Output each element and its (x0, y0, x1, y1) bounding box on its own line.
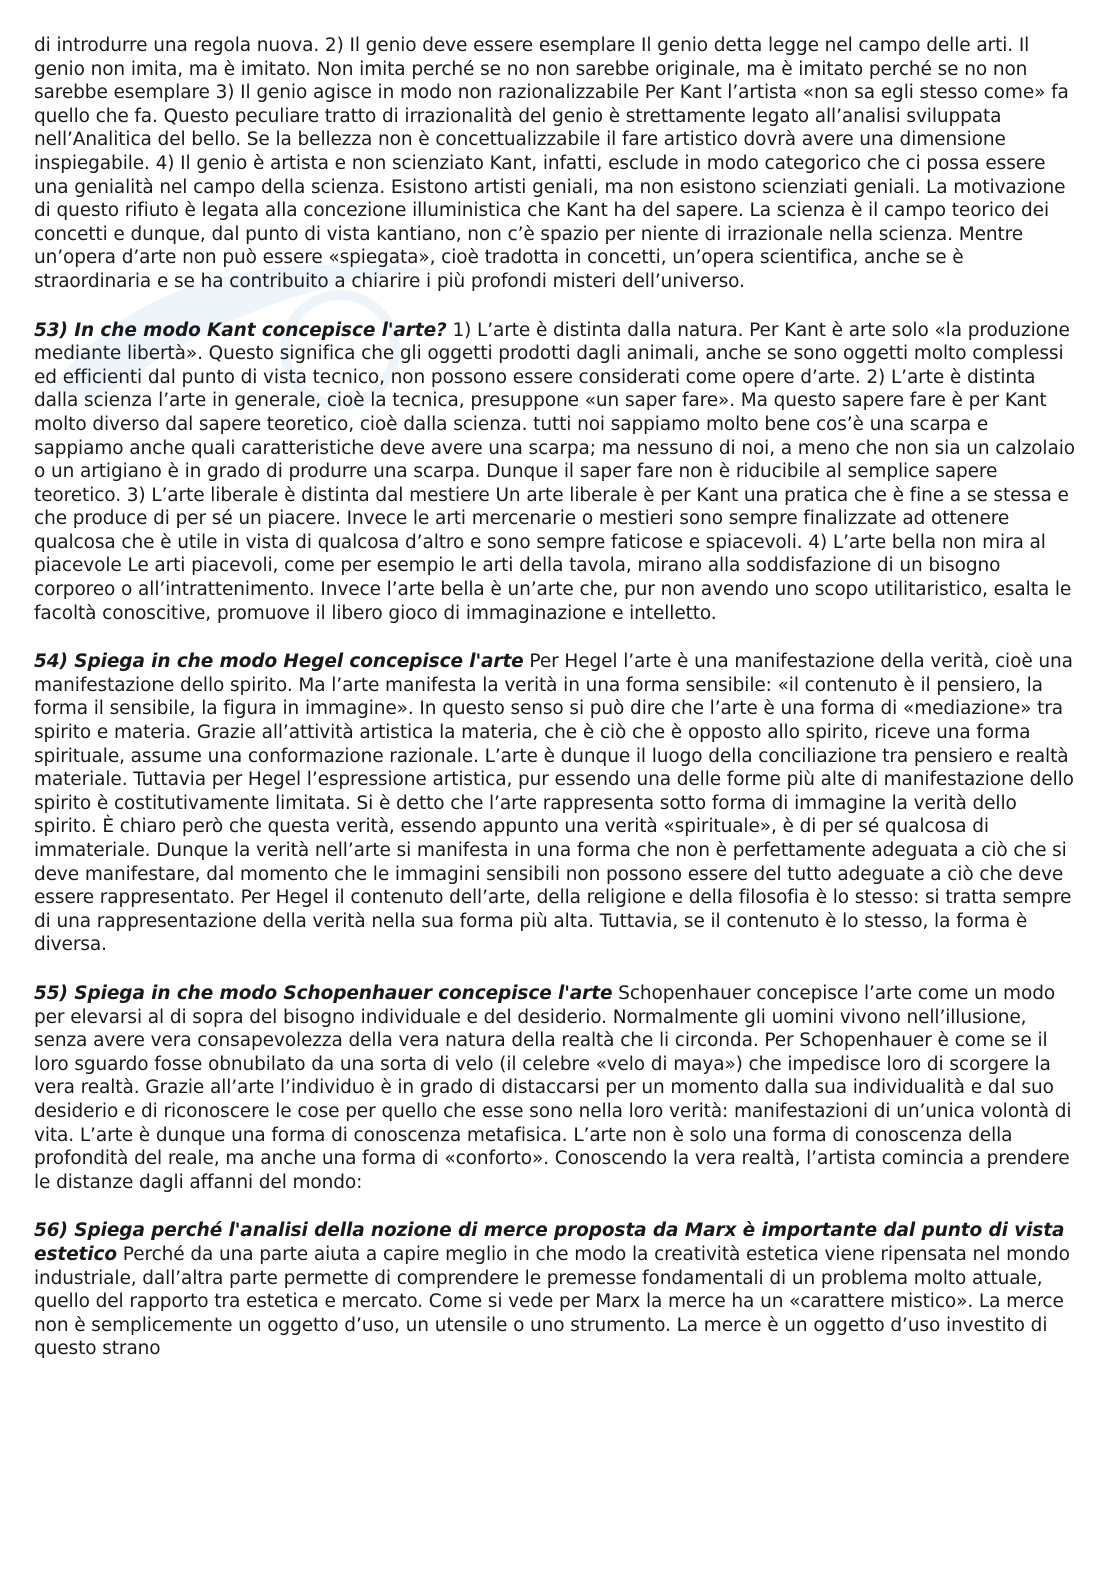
paragraph-q55 (34, 982, 1080, 1194)
document-page (34, 34, 1080, 1386)
question-heading: 55) Spiega in che modo Schopenhauer concepisce l'arte (34, 982, 613, 1004)
question-heading: 53) In che modo Kant concepisce l'arte? (34, 319, 447, 341)
paragraph-q53 (34, 319, 1080, 626)
paragraph-text: Perché da una parte aiuta a capire meglio in che modo la creatività estetica viene ripensata nel mondo industriale, dall’altra parte permette di comprendere le premesse fondamentali di un problema molto attuale, quello del rapporto tra estetica e mercato. Come si vede per Marx la merce ha un «carattere mistico». La merce non è semplicemente un oggetto d’uso, un utensile o uno strumento. La merce è un oggetto d’uso investito di questo strano (34, 1243, 1070, 1360)
paragraph-q54 (34, 650, 1080, 957)
paragraph-text: Schopenhauer concepisce l’arte come un modo per elevarsi al di sopra del bisogno individuale e del desiderio. Normalmente gli uomini vivono nell’illusione, senza avere vera consapevolezza della vera natura della realtà che li circonda. Per Schopenhauer è come se il loro sguardo fosse obnubilato da una sorta di velo (il celebre «velo di maya») che impedisce loro di scorgere la vera realtà. Grazie all’arte l’individuo è in grado di distaccarsi per un momento dalla sua individualità e dal suo desiderio e di riconoscere le cose per quello che esse sono nella loro verità: manifestazioni di un’unica volontà di vita. L’arte è dunque una forma di conoscenza metafisica. L’arte non è solo una forma di conoscenza della profondità del reale, ma anche una forma di «conforto». Conoscendo la vera realtà, l’artista comincia a prendere le distanze dagli affanni del mondo: (34, 982, 1072, 1193)
paragraph-text: Per Hegel l’arte è una manifestazione della verità, cioè una manifestazione dello spirito. Ma l’arte manifesta la verità in una forma sensibile: «il contenuto è il pensiero, la forma il sensibile, la figura in immagine». In questo senso si può dire che l’arte è una forma di «mediazione» tra spirito e materia. Grazie all’attività artistica la materia, che è ciò che è opposto allo spirito, riceve una forma spirituale, assume una conformazione razionale. L’arte è dunque il luogo della conciliazione tra pensiero e realtà materiale. Tuttavia per Hegel l’espressione artistica, pur essendo una delle forme più alte di manifestazione dello spirito è costitutivamente limitata. Si è detto che l’arte rappresenta sotto forma di immagine la verità dello spirito. È chiaro però che questa verità, essendo appunto una verità «spirituale», è di per sé qualcosa di immateriale. Dunque la verità nell’arte si manifesta in una forma che non è perfettamente adeguata a ciò che si deve manifestare, dal momento che le immagini sensibili non possono essere del tutto adeguate a ciò che deve essere rappresentato. Per Hegel il contenuto dell’arte, della religione e della filosofia è lo stesso: si tratta sempre di una rappresentazione della verità nella sua forma più alta. Tuttavia, se il contenuto è lo stesso, la forma è diversa. (34, 651, 1074, 956)
question-heading: 56) Spiega perché l'analisi della nozione di merce proposta da Marx è importante dal punto di vista estetico (34, 1220, 1065, 1265)
question-heading: 54) Spiega in che modo Hegel concepisce l'arte (34, 651, 524, 673)
paragraph-text: di introdurre una regola nuova. 2) Il genio deve essere esemplare Il genio detta legge nel campo delle arti. Il genio non imita, ma è imitato. Non imita perché se no non sarebbe originale, ma è imitato perché se no non sarebbe esemplare 3) Il genio agisce in modo non razionalizzabile Per Kant l’artista «non sa egli stesso come» fa quello che fa. Questo peculiare tratto di irrazionalità del genio è strettamente legato all’analisi sviluppata nell’Analitica del bello. Se la bellezza non è concettualizzabile il fare artistico dovrà avere una dimensione inspiegabile. 4) Il genio è artista e non scienziato Kant, infatti, esclude in modo categorico che ci possa essere una genialità nel campo della scienza. Esistono artisti geniali, ma non esistono scienziati geniali. La motivazione di questo rifiuto è legata alla concezione illuministica che Kant ha del sapere. La scienza è il campo teorico dei concetti e dunque, dal punto di vista kantiano, non c’è spazio per niente di irrazionale nella scienza. Mentre un’opera d’arte non può essere «spiegata», cioè tradotta in concetti, un’opera scientifica, anche se è straordinaria e se ha contribuito a chiarire i più profondi misteri dell’universo. (34, 35, 1069, 292)
paragraph-intro (34, 34, 1080, 294)
paragraph-q56 (34, 1219, 1080, 1361)
paragraph-text: 1) L’arte è distinta dalla natura. Per Kant è arte solo «la produzione mediante libertà». Questo significa che gli oggetti prodotti dagli animali, anche se sono oggetti molto complessi ed efficienti dal punto di vista tecnico, non possono essere considerati come opere d’arte. 2) L’arte è distinta dalla scienza l’arte in generale, cioè la tecnica, presuppone «un saper fare». Ma questo sapere fare è per Kant molto diverso dal sapere teoretico, cioè dalla scienza. tutti noi sappiamo molto bene cos’è una scarpa e sappiamo anche quali caratteristiche deve avere una scarpa; ma nessuno di noi, a meno che non sia un calzolaio o un artigiano è in grado di produrre una scarpa. Dunque il saper fare non è riducibile al semplice sapere teoretico. 3) L’arte liberale è distinta dal mestiere Un arte liberale è per Kant una pratica che è fine a se stessa e che produce di per sé un piacere. Invece le arti mercenarie o mestieri sono sempre finalizzate ad ottenere qualcosa che è utile in vista di qualcosa d’altro e sono sempre faticose e spiacevoli. 4) L’arte bella non mira al piacevole Le arti piacevoli, come per esempio le arti della tavola, mirano alla soddisfazione di un bisogno corporeo o all’intrattenimento. Invece l’arte bella è un’arte che, pur non avendo uno scopo utilitaristico, esalta le facoltà conoscitive, promuove il libero gioco di immaginazione e intelletto. (34, 319, 1075, 624)
